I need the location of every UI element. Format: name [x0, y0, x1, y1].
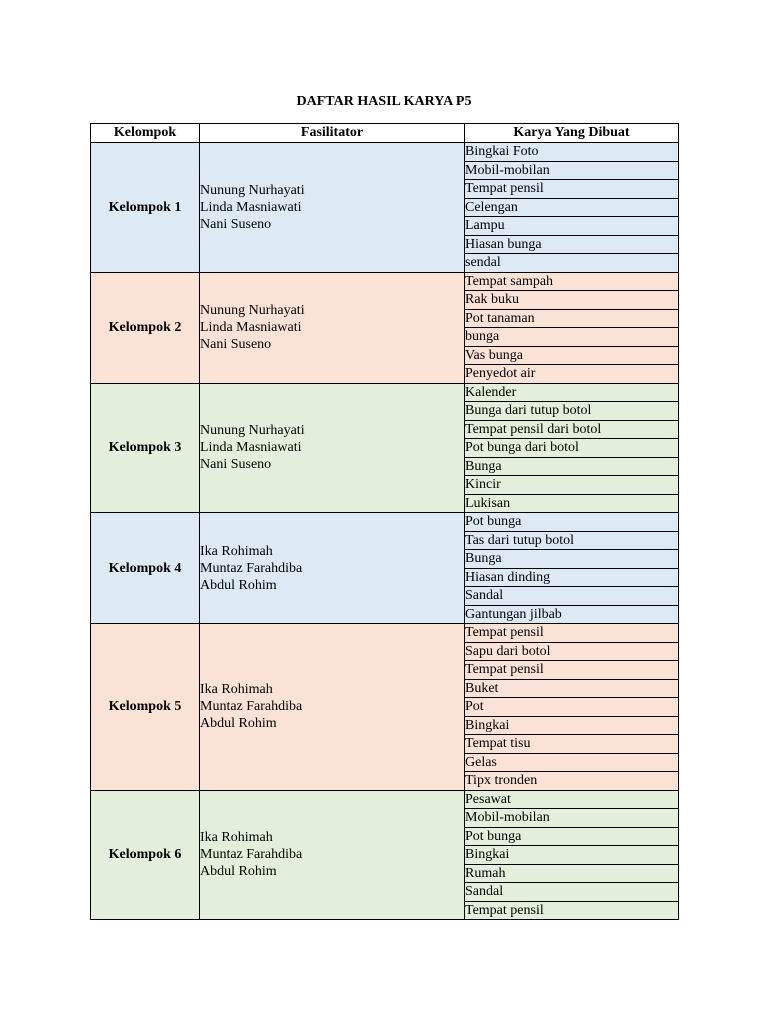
table-body [91, 143, 679, 920]
karya-item: Celengan [465, 198, 679, 217]
fasilitator-name: Ika Rohimah [200, 543, 273, 559]
karya-item: Kalender [465, 383, 679, 402]
header-row [91, 124, 679, 143]
fasilitator-name: Nani Suseno [200, 216, 272, 232]
karya-item: Hiasan dinding [465, 568, 679, 587]
karya-item: Hiasan bunga [465, 235, 679, 254]
fasilitator-name: Muntaz Farahdiba [200, 847, 303, 863]
header-karya: Karya Yang Dibuat [465, 124, 679, 143]
fasilitator-name: Linda Masniawati [200, 440, 302, 456]
karya-item: Bingkai Foto [465, 143, 679, 162]
kelompok-cell: Kelompok 2 [91, 272, 200, 383]
karya-item: Bunga [465, 550, 679, 569]
kelompok-cell: Kelompok 6 [91, 790, 200, 920]
karya-item: Buket [465, 679, 679, 698]
fasilitator-name: Muntaz Farahdiba [200, 560, 303, 576]
page-title: DAFTAR HASIL KARYA P5 [296, 94, 472, 109]
fasilitator-name: Nunung Nurhayati [200, 423, 305, 439]
karya-item: Tempat sampah [465, 272, 679, 291]
table-row [91, 624, 679, 643]
fasilitator-cell [200, 624, 465, 791]
karya-item: Pot [465, 698, 679, 717]
fasilitator-name: Ika Rohimah [200, 682, 273, 698]
fasilitator-name: Nani Suseno [200, 457, 272, 473]
karya-item: Tempat pensil [465, 661, 679, 680]
fasilitator-name: Abdul Rohim [200, 864, 277, 880]
karya-item: Tempat pensil [465, 901, 679, 920]
karya-item: Sapu dari botol [465, 642, 679, 661]
fasilitator-name: Nani Suseno [200, 337, 272, 352]
karya-item: Tempat pensil [465, 624, 679, 643]
fasilitator-name: Linda Masniawati [200, 199, 302, 215]
karya-item: Sandal [465, 883, 679, 902]
karya-item: Lampu [465, 217, 679, 236]
karya-item: Pot bunga [465, 827, 679, 846]
karya-item: Pesawat [465, 790, 679, 809]
kelompok-cell: Kelompok 4 [91, 513, 200, 624]
karya-item: Bingkai [465, 716, 679, 735]
table-row [91, 513, 679, 532]
header-fasilitator: Fasilitator [200, 124, 465, 143]
fasilitator-name: Ika Rohimah [200, 830, 273, 846]
fasilitator-cell [200, 383, 465, 513]
karya-item: sendal [465, 254, 679, 273]
table-row [91, 790, 679, 809]
table-row [91, 143, 679, 162]
karya-item: Kincir [465, 476, 679, 495]
karya-item: bunga [465, 328, 679, 347]
karya-item: Pot bunga [465, 513, 679, 532]
karya-item: Rak buku [465, 291, 679, 310]
fasilitator-name: Nunung Nurhayati [200, 182, 305, 198]
karya-item: Gelas [465, 753, 679, 772]
karya-item: Bingkai [465, 846, 679, 865]
karya-item: Pot tanaman [465, 309, 679, 328]
fasilitator-name: Abdul Rohim [200, 577, 277, 593]
fasilitator-cell [200, 143, 465, 273]
header-kelompok: Kelompok [91, 124, 200, 143]
karya-item: Lukisan [465, 494, 679, 513]
karya-item: Tempat tisu [465, 735, 679, 754]
fasilitator-cell [200, 272, 465, 383]
karya-item: Tipx tronden [465, 772, 679, 791]
karya-item: Gantungan jilbab [465, 605, 679, 624]
karya-item: Tempat pensil [465, 180, 679, 199]
fasilitator-name: Muntaz Farahdiba [200, 699, 303, 715]
karya-item: Tas dari tutup botol [465, 531, 679, 550]
table-row [91, 272, 679, 291]
fasilitator-name: Linda Masniawati [200, 320, 302, 335]
karya-item: Rumah [465, 864, 679, 883]
fasilitator-name: Nunung Nurhayati [200, 303, 305, 318]
karya-item: Penyedot air [465, 365, 679, 384]
table-row [91, 383, 679, 402]
kelompok-cell: Kelompok 1 [91, 143, 200, 273]
kelompok-cell: Kelompok 3 [91, 383, 200, 513]
fasilitator-name: Abdul Rohim [200, 716, 277, 732]
karya-item: Pot bunga dari botol [465, 439, 679, 458]
karya-item: Bunga dari tutup botol [465, 402, 679, 421]
kelompok-cell: Kelompok 5 [91, 624, 200, 791]
karya-item: Mobil-mobilan [465, 161, 679, 180]
karya-item: Bunga [465, 457, 679, 476]
karya-item: Vas bunga [465, 346, 679, 365]
fasilitator-cell [200, 790, 465, 920]
results-table [90, 123, 679, 920]
fasilitator-cell [200, 513, 465, 624]
karya-item: Mobil-mobilan [465, 809, 679, 828]
karya-item: Tempat pensil dari botol [465, 420, 679, 439]
karya-item: Sandal [465, 587, 679, 606]
